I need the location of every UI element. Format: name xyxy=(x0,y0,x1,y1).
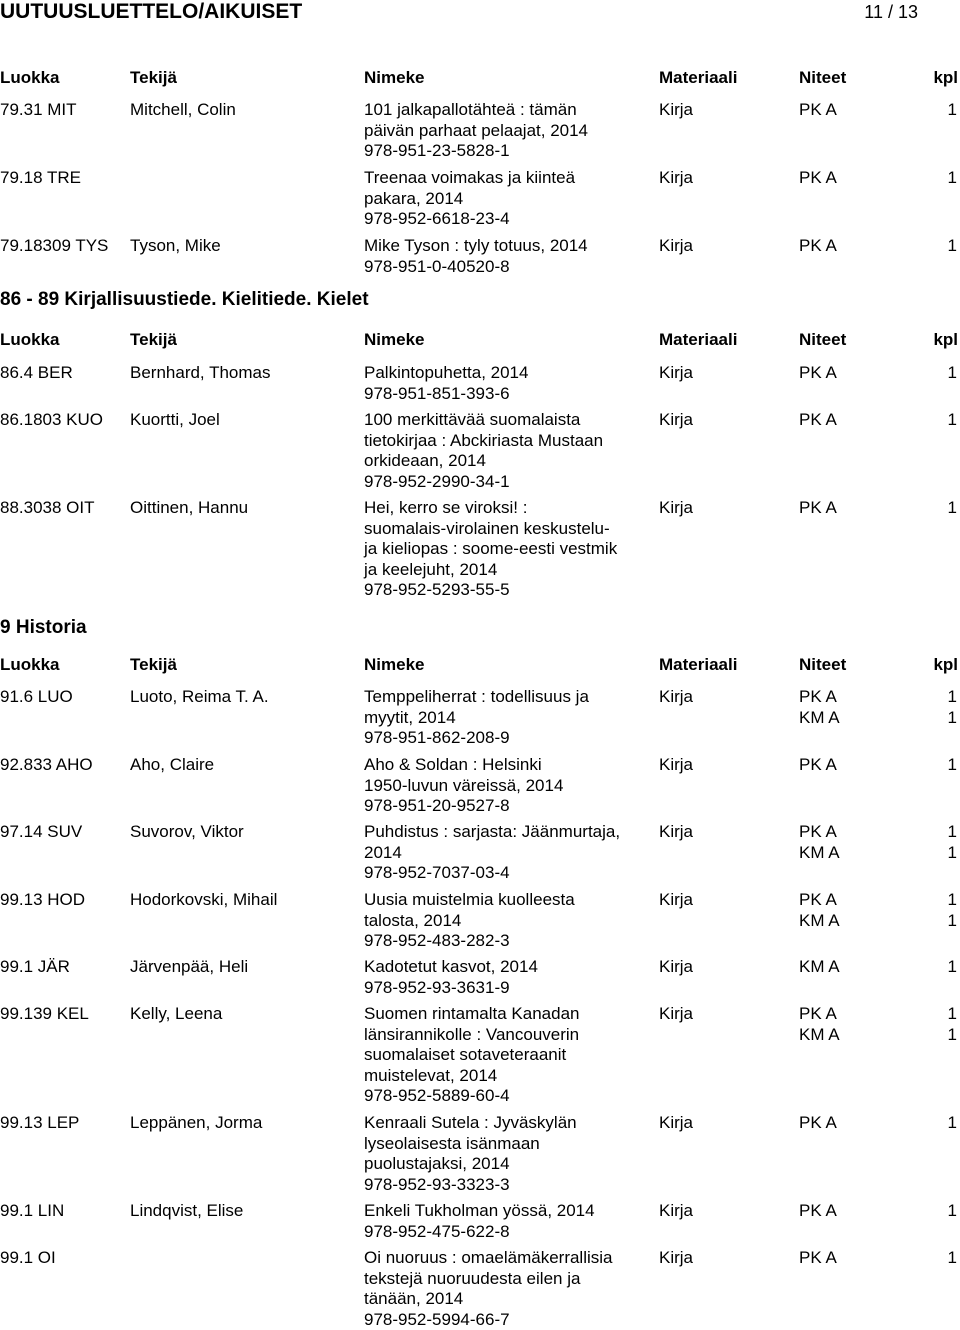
title-line: Uusia muistelmia kuolleesta xyxy=(364,890,644,911)
author: Tyson, Mike xyxy=(130,236,221,257)
title-line: Kadotetut kasvot, 2014 xyxy=(364,957,644,978)
holding-location: PK A xyxy=(799,363,837,384)
holding-count: 1 xyxy=(948,957,957,978)
title-line: Mike Tyson : tyly totuus, 2014 xyxy=(364,236,644,257)
title-line: lyseolaisesta isänmaan xyxy=(364,1134,644,1155)
material: Kirja xyxy=(659,822,693,843)
column-header-materiaali: Materiaali xyxy=(659,68,737,89)
author: Kuortti, Joel xyxy=(130,410,220,431)
holding-count: 1 xyxy=(948,168,957,189)
author: Mitchell, Colin xyxy=(130,100,236,121)
isbn: 978-952-6618-23-4 xyxy=(364,209,644,230)
holding-location: KM A xyxy=(799,843,840,864)
holding-location: PK A xyxy=(799,1201,837,1222)
material: Kirja xyxy=(659,687,693,708)
author: Oittinen, Hannu xyxy=(130,498,248,519)
class-code: 99.13 LEP xyxy=(0,1113,79,1134)
title-cell xyxy=(364,498,644,601)
column-header-luokka: Luokka xyxy=(0,330,60,351)
holding-count: 1 xyxy=(948,498,957,519)
column-header-niteet: Niteet xyxy=(799,68,846,89)
isbn: 978-952-2990-34-1 xyxy=(364,472,644,493)
title-line: Oi nuoruus : omaelämäkerrallisia xyxy=(364,1248,644,1269)
column-header-nimeke: Nimeke xyxy=(364,330,644,351)
title-cell xyxy=(364,1248,644,1330)
holding-row xyxy=(799,168,959,189)
isbn: 978-952-93-3323-3 xyxy=(364,1175,644,1196)
holding-row xyxy=(799,755,959,776)
holding-location: PK A xyxy=(799,890,837,911)
holding-row xyxy=(799,911,959,932)
material: Kirja xyxy=(659,1004,693,1025)
holding-location: PK A xyxy=(799,1004,837,1025)
title-line: Puhdistus : sarjasta: Jäänmurtaja, xyxy=(364,822,644,843)
holding-location: PK A xyxy=(799,410,837,431)
title-cell xyxy=(364,410,644,492)
isbn: 978-951-851-393-6 xyxy=(364,384,644,405)
isbn: 978-952-5889-60-4 xyxy=(364,1086,644,1107)
holding-row xyxy=(799,957,959,978)
author: Aho, Claire xyxy=(130,755,214,776)
holding-row xyxy=(799,708,959,729)
holding-location: KM A xyxy=(799,957,840,978)
holding-count: 1 xyxy=(948,1004,957,1025)
author: Suvorov, Viktor xyxy=(130,822,244,843)
section-title: 9 Historia xyxy=(0,618,960,642)
material: Kirja xyxy=(659,100,693,121)
holding-row xyxy=(799,498,959,519)
class-code: 86.1803 KUO xyxy=(0,410,103,431)
title-line: 101 jalkapallotähteä : tämän xyxy=(364,100,644,121)
holding-count: 1 xyxy=(948,890,957,911)
page-title: UUTUUSLUETTELO/AIKUISET xyxy=(0,0,302,24)
holdings xyxy=(799,236,959,257)
title-line: Kenraali Sutela : Jyväskylän xyxy=(364,1113,644,1134)
title-cell xyxy=(364,890,644,952)
column-header-niteet: Niteet xyxy=(799,655,846,676)
isbn: 978-952-93-3631-9 xyxy=(364,978,644,999)
title-cell xyxy=(364,957,644,998)
isbn: 978-951-23-5828-1 xyxy=(364,141,644,162)
column-header-tekija: Tekijä xyxy=(130,68,177,89)
title-line: Suomen rintamalta Kanadan xyxy=(364,1004,644,1025)
title-line: orkideaan, 2014 xyxy=(364,451,644,472)
holding-row xyxy=(799,100,959,121)
holding-count: 1 xyxy=(948,363,957,384)
holding-count: 1 xyxy=(948,236,957,257)
material: Kirja xyxy=(659,1113,693,1134)
holding-count: 1 xyxy=(948,708,957,729)
author: Bernhard, Thomas xyxy=(130,363,270,384)
class-code: 99.1 JÄR xyxy=(0,957,70,978)
author: Luoto, Reima T. A. xyxy=(130,687,269,708)
holding-row xyxy=(799,236,959,257)
holding-row xyxy=(799,890,959,911)
class-code: 92.833 AHO xyxy=(0,755,93,776)
class-code: 88.3038 OIT xyxy=(0,498,95,519)
title-cell xyxy=(364,755,644,817)
title-line: Enkeli Tukholman yössä, 2014 xyxy=(364,1201,644,1222)
isbn: 978-952-475-622-8 xyxy=(364,1222,644,1243)
holding-location: PK A xyxy=(799,168,837,189)
holding-row xyxy=(799,1025,959,1046)
holding-count: 1 xyxy=(948,1248,957,1269)
holdings xyxy=(799,822,959,863)
title-line: Palkintopuhetta, 2014 xyxy=(364,363,644,384)
section-title: 86 - 89 Kirjallisuustiede. Kielitiede. Kielet xyxy=(0,290,960,314)
holdings xyxy=(799,100,959,121)
holding-count: 1 xyxy=(948,410,957,431)
holding-count: 1 xyxy=(948,755,957,776)
holding-location: PK A xyxy=(799,1113,837,1134)
title-line: 2014 xyxy=(364,843,644,864)
column-header-row xyxy=(0,68,960,90)
holding-location: PK A xyxy=(799,498,837,519)
title-line: tietokirjaa : Abckiriasta Mustaan xyxy=(364,431,644,452)
title-line: Treenaa voimakas ja kiinteä xyxy=(364,168,644,189)
title-cell xyxy=(364,687,644,749)
title-line: puolustajaksi, 2014 xyxy=(364,1154,644,1175)
material: Kirja xyxy=(659,498,693,519)
isbn: 978-951-0-40520-8 xyxy=(364,257,644,278)
class-code: 86.4 BER xyxy=(0,363,73,384)
class-code: 79.18 TRE xyxy=(0,168,81,189)
isbn: 978-952-5293-55-5 xyxy=(364,580,644,601)
material: Kirja xyxy=(659,755,693,776)
title-line: 1950-luvun väreissä, 2014 xyxy=(364,776,644,797)
holding-row xyxy=(799,1248,959,1269)
class-code: 99.139 KEL xyxy=(0,1004,89,1025)
holding-location: KM A xyxy=(799,708,840,729)
column-header-kpl: kpl xyxy=(933,68,958,89)
title-line: 100 merkittävää suomalaista xyxy=(364,410,644,431)
holding-row xyxy=(799,410,959,431)
class-code: 79.31 MIT xyxy=(0,100,77,121)
title-line: päivän parhaat pelaajat, 2014 xyxy=(364,121,644,142)
holding-count: 1 xyxy=(948,687,957,708)
column-header-kpl: kpl xyxy=(933,330,958,351)
holdings xyxy=(799,687,959,728)
class-code: 79.18309 TYS xyxy=(0,236,108,257)
holdings xyxy=(799,1201,959,1222)
title-line: myytit, 2014 xyxy=(364,708,644,729)
author: Hodorkovski, Mihail xyxy=(130,890,277,911)
title-line: muistelevat, 2014 xyxy=(364,1066,644,1087)
title-cell xyxy=(364,1004,644,1107)
column-header-materiaali: Materiaali xyxy=(659,655,737,676)
material: Kirja xyxy=(659,410,693,431)
title-line: talosta, 2014 xyxy=(364,911,644,932)
column-header-row xyxy=(0,655,960,677)
isbn: 978-952-7037-03-4 xyxy=(364,863,644,884)
holdings xyxy=(799,957,959,978)
holding-row xyxy=(799,1113,959,1134)
title-cell xyxy=(364,168,644,230)
holding-row xyxy=(799,1201,959,1222)
holding-location: KM A xyxy=(799,911,840,932)
page-number: 11 / 13 xyxy=(864,1,918,23)
holding-row xyxy=(799,363,959,384)
title-line: Hei, kerro se viroksi! : xyxy=(364,498,644,519)
class-code: 99.1 OI xyxy=(0,1248,56,1269)
column-header-row xyxy=(0,330,960,352)
holding-count: 1 xyxy=(948,1113,957,1134)
holdings xyxy=(799,890,959,931)
holding-row xyxy=(799,843,959,864)
class-code: 97.14 SUV xyxy=(0,822,82,843)
holding-location: KM A xyxy=(799,1025,840,1046)
title-cell xyxy=(364,236,644,277)
material: Kirja xyxy=(659,236,693,257)
author: Järvenpää, Heli xyxy=(130,957,248,978)
holding-row xyxy=(799,1004,959,1025)
holdings xyxy=(799,168,959,189)
holdings xyxy=(799,410,959,431)
class-code: 91.6 LUO xyxy=(0,687,73,708)
title-line: ja kieliopas : soome-eesti vestmik xyxy=(364,539,644,560)
author: Lindqvist, Elise xyxy=(130,1201,243,1222)
title-line: Temppeliherrat : todellisuus ja xyxy=(364,687,644,708)
isbn: 978-951-862-208-9 xyxy=(364,728,644,749)
title-line: tänään, 2014 xyxy=(364,1289,644,1310)
holding-location: PK A xyxy=(799,822,837,843)
title-line: pakara, 2014 xyxy=(364,189,644,210)
material: Kirja xyxy=(659,957,693,978)
holding-row xyxy=(799,687,959,708)
title-cell xyxy=(364,1113,644,1195)
class-code: 99.13 HOD xyxy=(0,890,85,911)
holding-location: PK A xyxy=(799,1248,837,1269)
holding-count: 1 xyxy=(948,822,957,843)
holding-count: 1 xyxy=(948,1025,957,1046)
title-cell xyxy=(364,363,644,404)
isbn: 978-952-483-282-3 xyxy=(364,931,644,952)
isbn: 978-952-5994-66-7 xyxy=(364,1310,644,1330)
title-line: suomalais-virolainen keskustelu- xyxy=(364,519,644,540)
class-code: 99.1 LIN xyxy=(0,1201,64,1222)
holdings xyxy=(799,1004,959,1045)
column-header-nimeke: Nimeke xyxy=(364,68,644,89)
holding-location: PK A xyxy=(799,236,837,257)
holding-location: PK A xyxy=(799,100,837,121)
holdings xyxy=(799,363,959,384)
column-header-luokka: Luokka xyxy=(0,68,60,89)
author: Leppänen, Jorma xyxy=(130,1113,262,1134)
title-line: Aho & Soldan : Helsinki xyxy=(364,755,644,776)
material: Kirja xyxy=(659,1201,693,1222)
material: Kirja xyxy=(659,890,693,911)
column-header-kpl: kpl xyxy=(933,655,958,676)
holdings xyxy=(799,1113,959,1134)
holding-count: 1 xyxy=(948,911,957,932)
title-line: suomalaiset sotaveteraanit xyxy=(364,1045,644,1066)
author: Kelly, Leena xyxy=(130,1004,222,1025)
title-line: ja keelejuht, 2014 xyxy=(364,560,644,581)
isbn: 978-951-20-9527-8 xyxy=(364,796,644,817)
holding-count: 1 xyxy=(948,843,957,864)
holding-row xyxy=(799,822,959,843)
title-cell xyxy=(364,100,644,162)
title-cell xyxy=(364,822,644,884)
material: Kirja xyxy=(659,168,693,189)
holding-count: 1 xyxy=(948,100,957,121)
column-header-nimeke: Nimeke xyxy=(364,655,644,676)
title-line: länsirannikolle : Vancouverin xyxy=(364,1025,644,1046)
holding-location: PK A xyxy=(799,687,837,708)
holdings xyxy=(799,498,959,519)
material: Kirja xyxy=(659,1248,693,1269)
holdings xyxy=(799,755,959,776)
material: Kirja xyxy=(659,363,693,384)
column-header-tekija: Tekijä xyxy=(130,655,177,676)
holdings xyxy=(799,1248,959,1269)
column-header-luokka: Luokka xyxy=(0,655,60,676)
column-header-materiaali: Materiaali xyxy=(659,330,737,351)
title-line: tekstejä nuoruudesta eilen ja xyxy=(364,1269,644,1290)
holding-location: PK A xyxy=(799,755,837,776)
column-header-niteet: Niteet xyxy=(799,330,846,351)
column-header-tekija: Tekijä xyxy=(130,330,177,351)
holding-count: 1 xyxy=(948,1201,957,1222)
title-cell xyxy=(364,1201,644,1242)
